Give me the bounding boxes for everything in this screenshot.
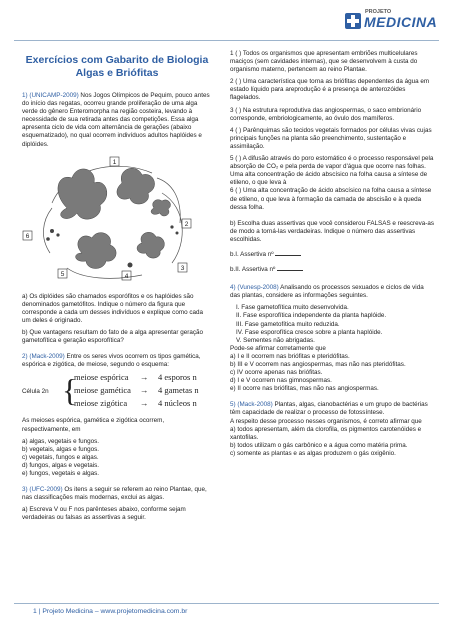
assertive-5b: Uma alta concentração de ácido abscísico na folha causa a síntese de etileno, o que leva à	[230, 171, 428, 187]
question-3-part-a: a) Escreva V ou F nos parênteses abaixo, conforme sejam verdadeiras ou falsas as assertivas a seguir.	[22, 506, 186, 522]
option: e) fungos, vegetais e algas.	[22, 469, 100, 477]
assertive-6: 6 ( ) Uma alta concentração de ácido abscísico na folha causa a síntese de etileno, o que leva à formação da camada de abscisão e à queda dessa folha.	[230, 187, 432, 211]
option: d) I e V ocorrem nas gimnospermas.	[230, 377, 332, 385]
assertive-1: 1 ( ) Todos os organismos que apresentam embriões multicelulares maciços (sem cavidades internas), que se desenvolvem à custa do organismo materno, pertencem ao reino Plantae.	[230, 50, 418, 74]
answer-line-2	[230, 263, 435, 274]
scheme-arrow-1: →	[140, 372, 149, 383]
question-2-after: As meioses espórica, gamética e zigótica ocorrem, respectivamente, em	[22, 417, 165, 433]
title-line-2: Algas e Briófitas	[75, 67, 159, 79]
scheme-row-3: meiose zigótica	[74, 398, 128, 409]
question-1-text: Nos Jogos Olímpicos de Pequim, pouco antes do início das regatas, ocorreu grande proliferação de uma alga verde do gênero Enteromorpha na região costeira, levando à necessidade de sua retirada antes das competições. Essa alga apresenta ciclo de vida com alternância de gerações (abaixo esquematizado), no qual ocorrem indivíduos adultos haplóides e diplóides.	[22, 92, 210, 148]
question-2-number: 2) (Mack-2009)	[22, 353, 65, 361]
figure-label-5: 5	[60, 270, 65, 278]
info-item: IV. Fase esporofítica cresce sobre a planta haplóide.	[236, 328, 383, 336]
assertive-3: 3 ( ) Na estrutura reprodutiva das angiospermas, o saco embrionário corresponde, embriologicamente, ao óvulo dos mamíferos.	[230, 106, 422, 122]
question-4-text: Analisando os processos sexuados e ciclos de vida das plantas, considere as informações seguintes.	[230, 284, 424, 300]
answer-blank-1[interactable]	[275, 248, 301, 256]
question-4-lead: Pode-se afirmar corretamente que	[230, 344, 326, 352]
question-3-part-b: b) Escolha duas assertivas que você considerou FALSAS e reescreva-as de modo a torná-las verdadeiras. Indique o número das assertivas escolhidas.	[230, 219, 435, 243]
right-column	[230, 50, 435, 458]
logo-small-text: PROJETO	[365, 9, 392, 15]
option: b) vegetais, algas e fungos.	[22, 445, 100, 453]
logo-big-text: MEDICINA	[364, 14, 438, 30]
answer-label-2: b.II. Assertiva nº	[230, 266, 276, 274]
scheme-brace: {	[62, 372, 78, 409]
scheme-result-3: 4 núcleos n	[158, 398, 197, 409]
scheme-result-2: 4 gametas n	[158, 385, 199, 396]
question-4-number: 4) (Vunesp-2008)	[230, 284, 279, 292]
footer-divider	[14, 603, 439, 604]
scheme-arrow-2: →	[140, 385, 149, 396]
life-cycle-diagram	[22, 153, 207, 285]
info-item: V. Sementes não abrigadas.	[236, 336, 315, 344]
option: d) fungos, algas e vegetais.	[22, 461, 100, 469]
answer-blank-2[interactable]	[277, 263, 303, 271]
option: b) III e V ocorrem nas angiospermas, mas não nas pteridófitas.	[230, 361, 406, 368]
question-1-part-b: b) Que vantagens resultam do fato de a alga apresentar geração gametofítica e geração esporofítica?	[22, 329, 203, 345]
left-column	[22, 50, 212, 526]
option: e) II ocorre nas briófitas, mas não nas angiospermas.	[230, 385, 379, 393]
question-5-lead: A respeito desse processo nesses organismos, é correto afirmar que	[230, 417, 422, 425]
question-3	[22, 486, 212, 502]
question-5-options	[230, 426, 435, 458]
question-5-text: Plantas, algas, cianobactérias e um grupo de bactérias têm capacidade de realizar o processo de fotossíntese.	[230, 401, 428, 417]
figure-label-4: 4	[124, 272, 129, 280]
question-5-number: 5) (Mack-2008)	[230, 401, 273, 409]
figure-label-3: 3	[180, 264, 185, 272]
scheme-result-1: 4 esporos n	[158, 372, 197, 383]
scheme-arrow-3: →	[140, 398, 149, 409]
scheme-row-2: meiose gamética	[74, 385, 131, 396]
projeto-medicina-logo	[343, 5, 439, 37]
option: c) IV ocorre apenas nas briófitas.	[230, 369, 323, 377]
scheme-cell-label: Célula 2n	[22, 388, 49, 396]
question-4-items	[230, 304, 435, 344]
question-4-options	[230, 353, 435, 393]
question-1	[22, 92, 212, 149]
question-2	[22, 353, 212, 369]
question-3-number: 3) (UFC-2009)	[22, 486, 63, 494]
question-2-text: Entre os seres vivos ocorrem os tipos gamética, espórica e zigótica, de meiose, segundo o esquema:	[22, 353, 201, 369]
footer-separator: |	[36, 608, 43, 615]
question-2-options	[22, 438, 212, 478]
option: b) todos utilizam o gás carbônico e a água como matéria prima.	[230, 441, 408, 449]
figure-label-1: 1	[112, 158, 117, 166]
header-divider	[14, 40, 439, 41]
answer-label-1: b.I. Assertiva nº	[230, 250, 274, 258]
page-footer	[33, 608, 187, 615]
option: c) somente as plantas e as algas produzem o gás oxigênio.	[230, 449, 396, 457]
option: a) I e II ocorrem nas briófitas e pteridófitas.	[230, 352, 350, 360]
question-1-number: 1) (UNICAMP-2009)	[22, 92, 79, 99]
question-3-text: Os itens a seguir se referem ao reino Plantae, que, nas classificações mais modernas, exclui as algas.	[22, 486, 207, 502]
info-item: II. Fase esporofítica independente da planta haplóide.	[236, 312, 387, 320]
option: a) todos apresentam, além da clorofila, os pigmentos carotenóides e xantofilas.	[230, 425, 422, 441]
figure-label-2: 2	[184, 220, 189, 228]
info-item: III. Fase gametofítica muito reduzida.	[236, 320, 340, 328]
question-1-part-a: a) Os diplóides são chamados esporófitos e os haplóides são denominados gametófitos. Indique o número da figura que corresponde a cada um desses indivíduos e explique como cada um deles é originado.	[22, 292, 203, 324]
page-number: 1	[33, 608, 37, 615]
option: a) algas, vegetais e fungos.	[22, 437, 100, 445]
info-item: I. Fase gametofítica muito desenvolvida.	[236, 304, 349, 312]
option: c) vegetais, fungos e algas.	[22, 453, 99, 461]
assertive-4: 4 ( ) Parênquimas são tecidos vegetais formados por células vivas cujas principais funções na planta são preenchimento, sustentação e assimilação.	[230, 126, 432, 150]
meiosis-scheme	[22, 373, 212, 411]
title-line-1: Exercícios com Gabarito de Biologia	[25, 54, 209, 66]
figure-label-6: 6	[25, 232, 30, 240]
footer-site[interactable]: Projeto Medicina – www.projetomedicina.com.br	[42, 608, 188, 615]
question-4	[230, 284, 435, 300]
document-title	[22, 54, 212, 80]
answer-line-1	[230, 248, 435, 259]
assertive-5: 5 ( ) A difusão através do poro estomático é o processo responsável pela absorção de CO₂ e pela perda de vapor d'água que ocorre nas folhas.	[230, 155, 434, 171]
scheme-row-1: meiose espórica	[74, 372, 129, 383]
assertive-2: 2 ( ) Uma característica que torna as briófitas dependentes da água em estado líquido para areprodução é a presença de anterozóides flagelados.	[230, 78, 430, 102]
life-cycle-figure	[22, 153, 207, 285]
question-5	[230, 401, 435, 417]
